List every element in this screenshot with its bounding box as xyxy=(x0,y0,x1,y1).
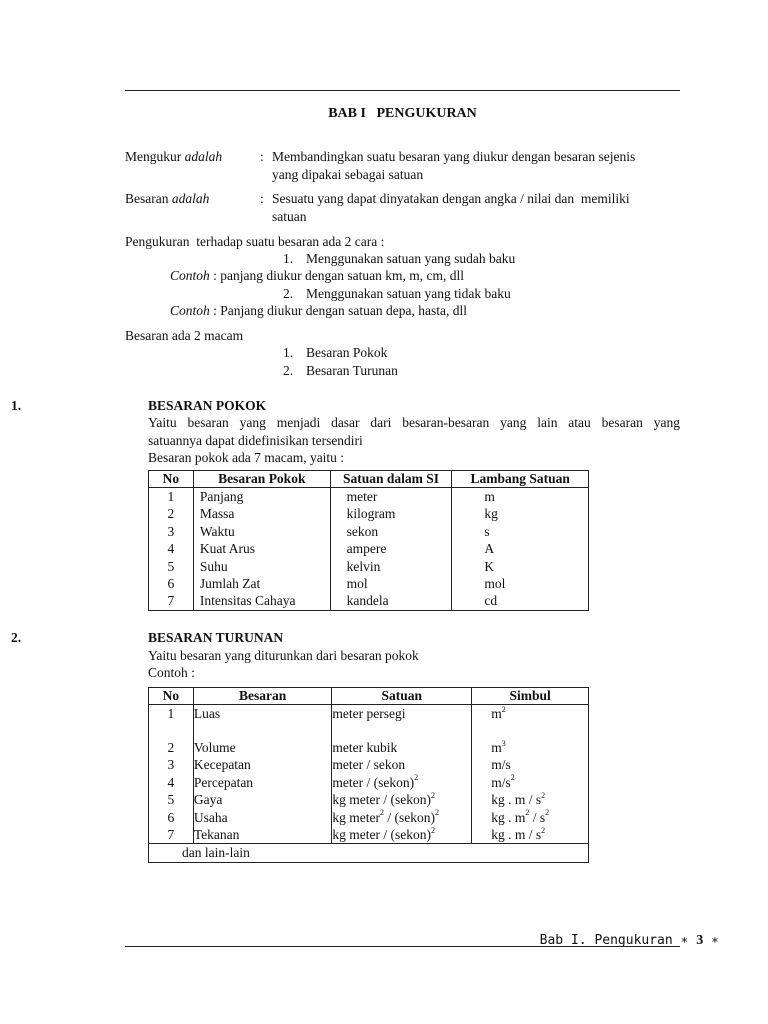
text-part: meter / sekon xyxy=(332,757,406,773)
text-part: / s xyxy=(529,809,546,825)
text-part: kg . m / s xyxy=(491,827,542,843)
besaran-turunan-table xyxy=(148,687,589,863)
cell-no: 2 xyxy=(149,739,194,756)
header-no: No xyxy=(149,688,194,705)
contoh-text: : Panjang diukur dengan satuan depa, hasta, dll xyxy=(209,303,467,318)
text-part: kg . m xyxy=(491,809,526,825)
superscript: 2 xyxy=(541,790,546,800)
table-row xyxy=(149,705,589,740)
table-header-row xyxy=(149,471,589,488)
cell-besaran: Kecepatan xyxy=(193,756,332,773)
cell-no: 2 xyxy=(149,505,194,522)
definition-line1: Membandingkan suatu besaran yang diukur dengan besaran sejenis xyxy=(272,149,636,164)
cara-contoh xyxy=(170,302,467,319)
header-lambang-satuan: Lambang Satuan xyxy=(452,471,589,488)
definition-line2: yang dipakai sebagai satuan xyxy=(272,167,424,182)
bottom-rule xyxy=(125,946,680,947)
text-part: kg meter / (sekon) xyxy=(332,827,431,843)
cell-simbul xyxy=(472,756,589,773)
superscript: 2 xyxy=(545,808,550,818)
superscript: 2 xyxy=(501,704,506,714)
cell-besaran-pokok: Intensitas Cahaya xyxy=(193,592,330,610)
cell-no: 6 xyxy=(149,575,194,592)
superscript: 2 xyxy=(510,773,515,783)
definition-colon: : xyxy=(260,149,264,164)
cara-item-num: 1. xyxy=(283,251,294,266)
section-contoh: Contoh : xyxy=(148,665,195,680)
footer-label: Bab I. Pengukuran xyxy=(539,933,673,948)
cell-satuan xyxy=(332,739,472,756)
cell-no: 5 xyxy=(149,791,194,808)
cell-satuan xyxy=(332,826,472,844)
cell-simbul xyxy=(472,791,589,808)
cara-item-text: Menggunakan satuan yang sudah baku xyxy=(306,251,516,266)
cell-lambang: m xyxy=(452,488,589,506)
text-part: / (sekon) xyxy=(384,809,435,825)
cell-satuan xyxy=(332,809,472,826)
contoh-text: : panjang diukur dengan satuan km, m, cm, dll xyxy=(209,268,464,283)
cell-satuan-si: kilogram xyxy=(330,505,452,522)
cell-satuan-si: sekon xyxy=(330,523,452,540)
header-besaran: Besaran xyxy=(193,688,332,705)
table-row xyxy=(149,791,589,808)
contoh-label: Contoh xyxy=(170,303,210,318)
definition-colon: : xyxy=(260,191,264,206)
cell-satuan-si: ampere xyxy=(330,540,452,557)
macam-intro: Besaran ada 2 macam xyxy=(125,328,244,343)
footer-star-right: ∗ xyxy=(711,933,719,948)
header-no: No xyxy=(149,471,194,488)
table-row xyxy=(149,523,589,540)
header-simbul: Simbul xyxy=(472,688,589,705)
top-rule xyxy=(125,90,680,91)
table-row xyxy=(149,505,589,522)
macam-item-text: Besaran Pokok xyxy=(306,345,388,360)
table-row xyxy=(149,558,589,575)
contoh-label: Contoh xyxy=(170,268,210,283)
text-part: m xyxy=(491,740,502,755)
cell-simbul xyxy=(472,809,589,826)
cell-simbul xyxy=(472,826,589,844)
page-footer xyxy=(524,918,719,949)
superscript: 2 xyxy=(414,773,419,783)
text-part: meter / (sekon) xyxy=(332,774,415,790)
cell-no: 4 xyxy=(149,540,194,557)
superscript: 2 xyxy=(430,825,435,835)
superscript: 2 xyxy=(541,825,546,835)
cell-satuan xyxy=(332,756,472,773)
section-heading: BESARAN POKOK xyxy=(148,398,267,413)
table-row xyxy=(149,592,589,610)
table-row xyxy=(149,809,589,826)
cell-besaran-pokok: Massa xyxy=(193,505,330,522)
cell-no: 5 xyxy=(149,558,194,575)
text-part: kg meter / (sekon) xyxy=(332,792,431,808)
term-text: Mengukur xyxy=(125,149,182,164)
section-desc-line2: satuannya dapat didefinisikan tersendiri xyxy=(148,433,363,448)
cara-intro: Pengukuran terhadap suatu besaran ada 2 cara : xyxy=(125,234,385,249)
cell-lambang: kg xyxy=(452,505,589,522)
cell-lambang: cd xyxy=(452,592,589,610)
header-besaran-pokok: Besaran Pokok xyxy=(193,471,330,488)
cell-no: 4 xyxy=(149,774,194,791)
table-row xyxy=(149,739,589,756)
cell-no: 1 xyxy=(149,705,194,740)
cara-item-num: 2. xyxy=(283,286,294,301)
table-row xyxy=(149,774,589,791)
cell-simbul xyxy=(472,774,589,791)
term-italic: adalah xyxy=(184,149,223,164)
section-heading: BESARAN TURUNAN xyxy=(148,630,284,645)
text-part: m xyxy=(491,706,502,721)
cell-simbul xyxy=(472,739,589,756)
table-footer-row xyxy=(149,844,589,862)
cell-no: 3 xyxy=(149,756,194,773)
superscript: 2 xyxy=(380,808,384,818)
cell-besaran-pokok: Panjang xyxy=(193,488,330,506)
footer-star-left: ∗ xyxy=(680,933,689,948)
definition-line2: satuan xyxy=(272,209,307,224)
header-satuan: Satuan xyxy=(332,688,472,705)
cell-no: 3 xyxy=(149,523,194,540)
superscript: 2 xyxy=(430,790,435,800)
cell-besaran: Luas xyxy=(193,705,332,740)
definition-term xyxy=(125,148,222,165)
cell-no: 7 xyxy=(149,592,194,610)
cell-besaran: Volume xyxy=(193,739,332,756)
superscript: 2 xyxy=(525,808,530,818)
cell-lambang: K xyxy=(452,558,589,575)
text-part: m/s xyxy=(491,774,511,790)
text-part: meter persegi xyxy=(332,706,406,721)
cell-satuan-si: mol xyxy=(330,575,452,592)
macam-item-text: Besaran Turunan xyxy=(306,363,398,378)
definition-line1: Sesuatu yang dapat dinyatakan dengan angka / nilai dan memiliki xyxy=(272,191,630,206)
cell-besaran-pokok: Waktu xyxy=(193,523,330,540)
cara-item-text: Menggunakan satuan yang tidak baku xyxy=(306,286,511,301)
cell-lambang: mol xyxy=(452,575,589,592)
cell-besaran: Gaya xyxy=(193,791,332,808)
macam-item-num: 2. xyxy=(283,363,294,378)
table-row xyxy=(149,756,589,773)
text-part: meter kubik xyxy=(332,740,398,755)
page-title: BAB I PENGUKURAN xyxy=(328,106,477,121)
section-number: 1. xyxy=(11,398,22,413)
table-row xyxy=(149,540,589,557)
text-part: m/s xyxy=(491,757,511,773)
text-part: kg meter xyxy=(332,809,380,825)
cell-besaran-pokok: Kuat Arus xyxy=(193,540,330,557)
page-number: 3 xyxy=(696,933,704,948)
cell-satuan xyxy=(332,791,472,808)
cell-satuan-si: kelvin xyxy=(330,558,452,575)
table-row xyxy=(149,826,589,844)
cara-contoh xyxy=(170,267,464,284)
cell-satuan xyxy=(332,705,472,740)
table-row xyxy=(149,575,589,592)
cell-satuan-si: kandela xyxy=(330,592,452,610)
definition-term xyxy=(125,190,209,207)
cell-besaran-pokok: Jumlah Zat xyxy=(193,575,330,592)
cell-besaran: Percepatan xyxy=(193,774,332,791)
cell-lambang: A xyxy=(452,540,589,557)
cell-simbul xyxy=(472,705,589,740)
besaran-pokok-table xyxy=(148,470,589,611)
cell-satuan xyxy=(332,774,472,791)
section-desc-line1: Yaitu besaran yang menjadi dasar dari besaran-besaran yang lain atau besaran yang xyxy=(148,415,680,430)
cell-no: 6 xyxy=(149,809,194,826)
cell-no: 7 xyxy=(149,826,194,844)
section-desc: Yaitu besaran yang diturunkan dari besaran pokok xyxy=(148,648,419,663)
superscript: 3 xyxy=(501,738,506,748)
cell-lambang: s xyxy=(452,523,589,540)
table-row xyxy=(149,488,589,506)
section-desc2: Besaran pokok ada 7 macam, yaitu : xyxy=(148,450,345,465)
table-header-row xyxy=(149,688,589,705)
term-text: Besaran xyxy=(125,191,169,206)
macam-item-num: 1. xyxy=(283,345,294,360)
cell-besaran-pokok: Suhu xyxy=(193,558,330,575)
cell-besaran: Tekanan xyxy=(193,826,332,844)
cell-satuan-si: meter xyxy=(330,488,452,506)
cell-no: 1 xyxy=(149,488,194,506)
cell-besaran: Usaha xyxy=(193,809,332,826)
table-footer-text: dan lain-lain xyxy=(149,844,589,862)
term-italic: adalah xyxy=(171,191,210,206)
header-satuan-si: Satuan dalam SI xyxy=(330,471,452,488)
superscript: 2 xyxy=(435,808,439,818)
text-part: kg . m / s xyxy=(491,792,542,808)
section-number: 2. xyxy=(11,630,22,645)
